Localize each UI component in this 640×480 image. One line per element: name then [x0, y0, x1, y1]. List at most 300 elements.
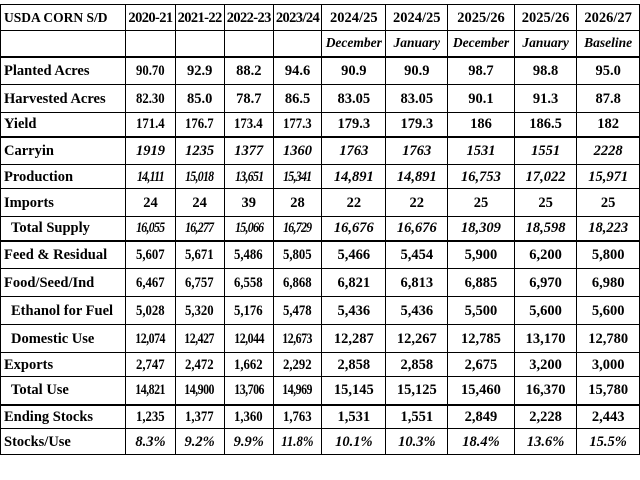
table-cell: [386, 269, 448, 297]
table-cell: [514, 241, 577, 269]
table-cell: [224, 269, 273, 297]
table-cell: [577, 269, 640, 297]
cell-value: 24: [143, 194, 158, 211]
table-cell: [273, 165, 321, 189]
row-label: Feed & Residual: [1, 241, 126, 269]
table-cell: [514, 377, 577, 405]
table-cell: [273, 353, 321, 377]
cell-value: 83.05: [400, 90, 434, 107]
table-row: [1, 165, 640, 189]
table-cell: [224, 189, 273, 217]
cell-value: 186: [470, 116, 492, 133]
cell-value: 6,467: [136, 274, 165, 291]
table-cell: [224, 429, 273, 455]
table-cell: [224, 113, 273, 137]
cell-value: 14,821: [135, 382, 166, 399]
cell-value: 94.6: [284, 62, 311, 79]
table-cell: [175, 85, 224, 113]
cell-value: 1763: [339, 142, 369, 159]
cell-value: 15,780: [588, 382, 629, 399]
table-cell: [175, 297, 224, 325]
table-cell: [448, 189, 515, 217]
table-cell: [224, 353, 273, 377]
table-cell: [175, 113, 224, 137]
cell-value: 87.8: [595, 90, 621, 107]
cell-value: 173.4: [234, 116, 264, 133]
row-label: Ethanol for Fuel: [1, 297, 126, 325]
table-cell: [514, 165, 577, 189]
cell-value: 90.70: [136, 62, 165, 79]
column-year-header: 2024/25: [386, 5, 448, 31]
cell-value: 1,360: [234, 408, 264, 425]
column-year-header: 2026/27: [577, 5, 640, 31]
cell-value: 14,891: [396, 168, 437, 185]
cell-value: 13.6%: [526, 433, 565, 450]
column-year-header: 2021-22: [175, 5, 224, 31]
table-cell: [273, 113, 321, 137]
cell-value: 22: [346, 194, 362, 211]
cell-value: 92.9: [186, 62, 213, 79]
cell-value: 5,436: [400, 302, 434, 319]
cell-value: 1,551: [400, 408, 434, 425]
table-cell: [448, 217, 515, 241]
column-sub-header: Baseline: [577, 31, 640, 57]
cell-value: 15,018: [185, 168, 214, 185]
cell-value: 5,486: [234, 246, 264, 263]
cell-value: 15,125: [396, 382, 437, 399]
table-cell: [386, 429, 448, 455]
cell-value: 12,287: [333, 330, 374, 347]
table-cell: [322, 137, 386, 165]
cell-value: 2,849: [464, 408, 498, 425]
row-label: Domestic Use: [1, 325, 126, 353]
cell-value: 6,813: [400, 274, 434, 291]
cell-value: 2,228: [529, 408, 562, 425]
table-row: [1, 57, 640, 85]
column-year-header: 2020-21: [126, 5, 175, 31]
cell-value: 13,170: [525, 330, 566, 347]
column-year-header: 2025/26: [448, 5, 515, 31]
cell-value: 2,675: [464, 356, 498, 373]
table-row: [1, 241, 640, 269]
table-cell: [386, 137, 448, 165]
cell-value: 18.4%: [462, 433, 500, 450]
table-cell: [514, 113, 577, 137]
table-cell: [322, 217, 386, 241]
table-cell: [577, 57, 640, 85]
cell-value: 5,028: [136, 302, 165, 319]
table-cell: [175, 325, 224, 353]
table-cell: [273, 217, 321, 241]
cell-value: 5,478: [283, 302, 312, 319]
table-row: [1, 269, 640, 297]
column-sub-header: December: [322, 31, 386, 57]
cell-value: 12,074: [135, 330, 166, 347]
cell-value: 5,500: [464, 302, 498, 319]
cell-value: 1551: [531, 142, 561, 159]
table-cell: [514, 429, 577, 455]
column-year-header: 2022-23: [224, 5, 273, 31]
table-cell: [175, 189, 224, 217]
cell-value: 6,868: [283, 274, 312, 291]
table-cell: [175, 241, 224, 269]
cell-value: 15,145: [333, 382, 374, 399]
table-cell: [224, 217, 273, 241]
row-label: Stocks/Use: [1, 429, 126, 455]
table-cell: [322, 189, 386, 217]
row-label: Yield: [1, 113, 126, 137]
row-label: Exports: [1, 353, 126, 377]
cell-value: 5,176: [234, 302, 264, 319]
table-cell: [322, 241, 386, 269]
cell-value: 5,671: [185, 246, 214, 263]
cell-value: 12,673: [282, 330, 313, 347]
table-cell: [577, 217, 640, 241]
cell-value: 2,443: [591, 408, 625, 425]
cell-value: 12,267: [396, 330, 437, 347]
cell-value: 25: [600, 194, 616, 211]
row-label: Planted Acres: [1, 57, 126, 85]
table-cell: [577, 165, 640, 189]
cell-value: 186.5: [529, 116, 562, 133]
table-cell: [126, 57, 175, 85]
table-cell: [514, 189, 577, 217]
cell-value: 1763: [402, 142, 432, 159]
cell-value: 15.5%: [589, 433, 627, 450]
row-label: Production: [1, 165, 126, 189]
cell-value: 98.7: [468, 62, 494, 79]
table-row: [1, 405, 640, 429]
table-cell: [126, 189, 175, 217]
cell-value: 6,885: [464, 274, 498, 291]
table-cell: [514, 269, 577, 297]
cell-value: 1919: [135, 142, 165, 159]
table-cell: [224, 57, 273, 85]
table-cell: [577, 429, 640, 455]
cell-value: 18,223: [588, 220, 629, 237]
cell-value: 10.1%: [335, 433, 373, 450]
table-row: [1, 137, 640, 165]
corn-supply-demand-table: [0, 4, 640, 455]
table-cell: [224, 377, 273, 405]
cell-value: 182: [597, 116, 620, 133]
table-cell: [224, 241, 273, 269]
cell-value: 177.3: [283, 116, 312, 133]
table-cell: [126, 113, 175, 137]
table-cell: [514, 297, 577, 325]
table-row: [1, 429, 640, 455]
table-cell: [386, 113, 448, 137]
row-label: Harvested Acres: [1, 85, 126, 113]
table-cell: [322, 113, 386, 137]
table-cell: [273, 85, 321, 113]
cell-value: 82.30: [136, 90, 165, 107]
cell-value: 16,729: [283, 220, 312, 237]
row-label: Ending Stocks: [1, 405, 126, 429]
cell-value: 12,780: [588, 330, 629, 347]
table-cell: [448, 377, 515, 405]
table-cell: [448, 429, 515, 455]
row-label: Food/Seed/Ind: [1, 269, 126, 297]
cell-value: 14,891: [333, 168, 374, 185]
table-cell: [224, 137, 273, 165]
cell-value: 15,341: [283, 168, 312, 185]
cell-value: 2,292: [283, 356, 312, 373]
table-cell: [126, 377, 175, 405]
cell-value: 171.4: [136, 116, 165, 133]
cell-value: 16,676: [396, 220, 437, 237]
cell-value: 18,598: [525, 220, 566, 237]
table-row: [1, 85, 640, 113]
cell-value: 176.7: [185, 116, 214, 133]
table-cell: [126, 165, 175, 189]
cell-value: 95.0: [595, 62, 621, 79]
table-cell: [126, 325, 175, 353]
table-cell: [386, 325, 448, 353]
table-cell: [448, 325, 515, 353]
table-cell: [322, 85, 386, 113]
table-cell: [386, 189, 448, 217]
cell-value: 14,969: [282, 382, 313, 399]
table-cell: [386, 405, 448, 429]
table-cell: [224, 165, 273, 189]
table-cell: [273, 297, 321, 325]
cell-value: 16,277: [185, 220, 214, 237]
table-cell: [322, 429, 386, 455]
cell-value: 83.05: [337, 90, 371, 107]
cell-value: 22: [409, 194, 425, 211]
table-cell: [224, 325, 273, 353]
table-cell: [448, 85, 515, 113]
table-cell: [448, 137, 515, 165]
cell-value: 6,757: [185, 274, 214, 291]
table-cell: [514, 405, 577, 429]
table-cell: [577, 189, 640, 217]
cell-value: 1,235: [136, 408, 165, 425]
cell-value: 13,706: [233, 382, 264, 399]
table-cell: [577, 137, 640, 165]
cell-value: 16,676: [333, 220, 374, 237]
cell-value: 85.0: [186, 90, 213, 107]
table-cell: [126, 269, 175, 297]
table-cell: [175, 269, 224, 297]
cell-value: 5,600: [529, 302, 562, 319]
table-row: [1, 353, 640, 377]
table-cell: [126, 241, 175, 269]
column-sub-header: December: [448, 31, 515, 57]
cell-value: 16,753: [461, 168, 501, 185]
cell-value: 1360: [283, 142, 313, 159]
table-cell: [577, 297, 640, 325]
table-cell: [448, 241, 515, 269]
cell-value: 15,460: [461, 382, 501, 399]
table-cell: [322, 325, 386, 353]
table-cell: [126, 85, 175, 113]
table-cell: [577, 377, 640, 405]
cell-value: 5,454: [400, 246, 434, 263]
table-cell: [448, 405, 515, 429]
cell-value: 98.8: [532, 62, 559, 79]
table-cell: [273, 189, 321, 217]
table-cell: [514, 353, 577, 377]
table-cell: [126, 405, 175, 429]
cell-value: 5,600: [591, 302, 625, 319]
cell-value: 6,980: [591, 274, 625, 291]
table-row: [1, 189, 640, 217]
cell-value: 1,531: [337, 408, 371, 425]
table-cell: [386, 85, 448, 113]
table-cell: [322, 269, 386, 297]
table-cell: [322, 57, 386, 85]
cell-value: 39: [241, 194, 257, 211]
column-year-header: 2023/24: [273, 5, 321, 31]
table-cell: [175, 217, 224, 241]
table-cell: [386, 165, 448, 189]
cell-value: 5,805: [283, 246, 312, 263]
column-sub-header: [126, 31, 175, 57]
table-cell: [126, 353, 175, 377]
table-cell: [386, 241, 448, 269]
table-cell: [386, 217, 448, 241]
table-cell: [577, 405, 640, 429]
cell-value: 2228: [593, 142, 623, 159]
table-cell: [322, 353, 386, 377]
table-cell: [126, 429, 175, 455]
cell-value: 28: [290, 194, 305, 211]
row-label: Total Use: [1, 377, 126, 405]
cell-value: 2,858: [400, 356, 434, 373]
table-cell: [514, 85, 577, 113]
table-cell: [322, 405, 386, 429]
cell-value: 25: [473, 194, 489, 211]
header-blank-cell: [1, 31, 126, 57]
cell-value: 90.9: [341, 62, 367, 79]
table-cell: [273, 429, 321, 455]
table-cell: [514, 217, 577, 241]
cell-value: 15,971: [588, 168, 629, 185]
cell-value: 91.3: [532, 90, 559, 107]
table-cell: [448, 165, 515, 189]
cell-value: 1531: [466, 142, 496, 159]
table-cell: [273, 405, 321, 429]
header-row-years: [1, 5, 640, 31]
cell-value: 1377: [234, 142, 264, 159]
table-cell: [175, 57, 224, 85]
table-cell: [273, 57, 321, 85]
table-row: [1, 113, 640, 137]
row-label: Total Supply: [1, 217, 126, 241]
table-cell: [322, 377, 386, 405]
table-cell: [224, 85, 273, 113]
column-sub-header: [175, 31, 224, 57]
cell-value: 1,662: [234, 356, 264, 373]
table-cell: [273, 137, 321, 165]
table-cell: [175, 165, 224, 189]
cell-value: 8.3%: [135, 433, 166, 450]
cell-value: 179.3: [337, 116, 371, 133]
table-cell: [577, 113, 640, 137]
cell-value: 88.2: [236, 62, 262, 79]
cell-value: 14,111: [137, 168, 164, 185]
cell-value: 25: [538, 194, 553, 211]
table-cell: [386, 57, 448, 85]
cell-value: 78.7: [236, 90, 262, 107]
column-sub-header: January: [514, 31, 577, 57]
column-sub-header: January: [386, 31, 448, 57]
table-cell: [386, 353, 448, 377]
table-row: [1, 377, 640, 405]
cell-value: 86.5: [284, 90, 311, 107]
cell-value: 5,800: [591, 246, 625, 263]
table-cell: [273, 269, 321, 297]
table-cell: [577, 85, 640, 113]
table-row: [1, 297, 640, 325]
cell-value: 90.1: [468, 90, 494, 107]
cell-value: 1235: [185, 142, 215, 159]
cell-value: 5,436: [337, 302, 371, 319]
cell-value: 3,000: [591, 356, 625, 373]
cell-value: 12,427: [184, 330, 215, 347]
table-cell: [448, 297, 515, 325]
cell-value: 90.9: [404, 62, 430, 79]
cell-value: 9.2%: [184, 433, 215, 450]
cell-value: 11.8%: [281, 433, 314, 450]
table-cell: [448, 353, 515, 377]
cell-value: 6,558: [234, 274, 264, 291]
cell-value: 5,466: [337, 246, 371, 263]
table-cell: [448, 113, 515, 137]
table-cell: [577, 325, 640, 353]
cell-value: 13,651: [234, 168, 263, 185]
cell-value: 6,821: [337, 274, 371, 291]
table-row: [1, 217, 640, 241]
table-cell: [126, 217, 175, 241]
table-cell: [448, 57, 515, 85]
table-cell: [577, 353, 640, 377]
cell-value: 12,785: [461, 330, 501, 347]
table-cell: [224, 405, 273, 429]
cell-value: 12,044: [233, 330, 264, 347]
cell-value: 9.9%: [233, 433, 264, 450]
cell-value: 5,900: [464, 246, 498, 263]
table-cell: [175, 377, 224, 405]
table-cell: [175, 353, 224, 377]
table-cell: [273, 325, 321, 353]
table-cell: [224, 297, 273, 325]
row-label: Imports: [1, 189, 126, 217]
table-cell: [577, 241, 640, 269]
header-row-subtitles: [1, 31, 640, 57]
cell-value: 17,022: [525, 168, 566, 185]
cell-value: 6,970: [529, 274, 562, 291]
column-sub-header: [224, 31, 273, 57]
cell-value: 179.3: [400, 116, 434, 133]
table-cell: [175, 405, 224, 429]
cell-value: 2,858: [337, 356, 371, 373]
cell-value: 1,763: [283, 408, 312, 425]
cell-value: 14,900: [184, 382, 215, 399]
cell-value: 2,747: [136, 356, 165, 373]
column-sub-header: [273, 31, 321, 57]
table-row: [1, 325, 640, 353]
table-cell: [273, 377, 321, 405]
cell-value: 6,200: [529, 246, 562, 263]
cell-value: 5,320: [185, 302, 214, 319]
table-cell: [126, 297, 175, 325]
column-year-header: 2024/25: [322, 5, 386, 31]
cell-value: 3,200: [529, 356, 562, 373]
row-label: Carryin: [1, 137, 126, 165]
